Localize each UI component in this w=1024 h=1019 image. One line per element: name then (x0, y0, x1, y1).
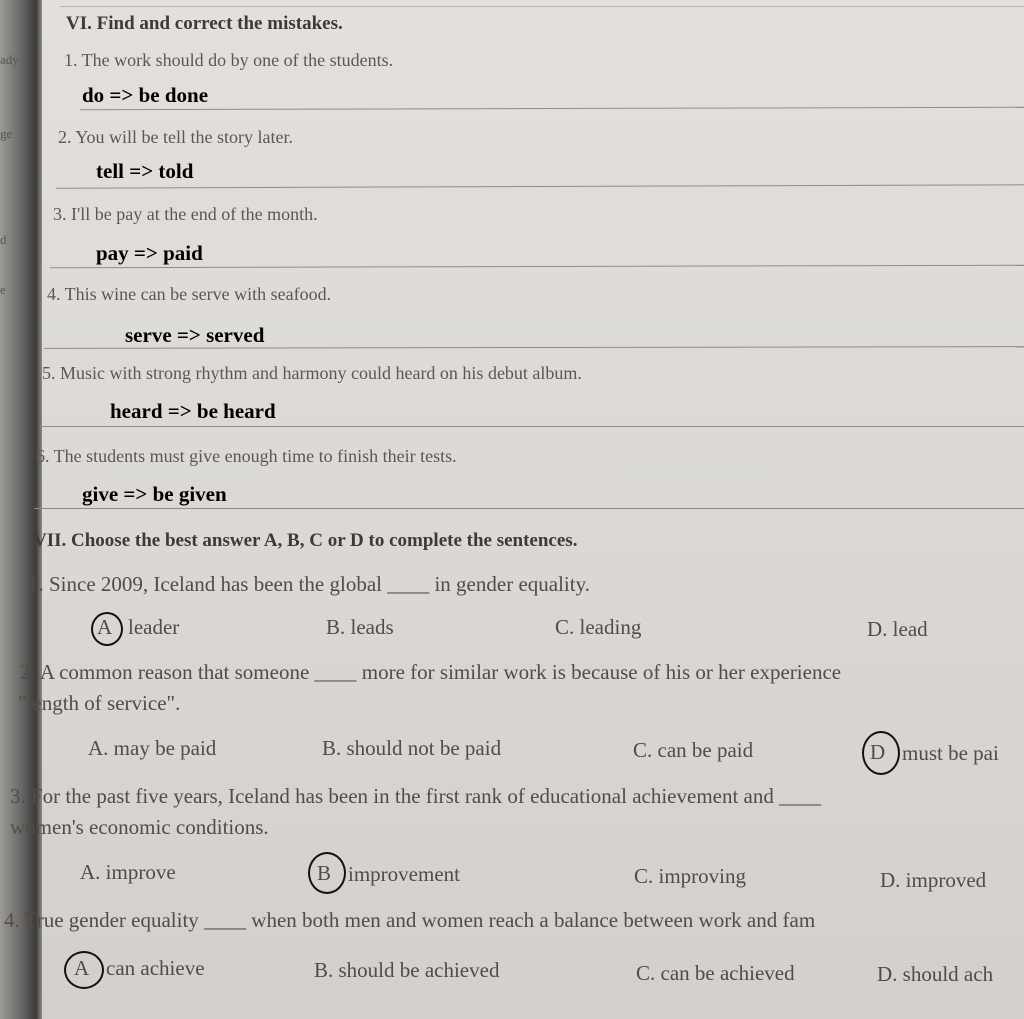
section-6-title: VI. Find and correct the mistakes. (66, 13, 343, 34)
option-b: B. should be achieved (314, 958, 500, 982)
option-b: B. should not be paid (322, 736, 502, 760)
option-letter: A (97, 615, 113, 639)
mc-question: 1. Since 2009, Iceland has been the global ____ in gender equality. (28, 572, 590, 596)
mc-question-cont: women's economic conditions. (10, 815, 269, 839)
section-6-question: 5. Music with strong rhythm and harmony could heard on his debut album. (42, 363, 582, 383)
section-6-answer: serve => served (125, 323, 265, 347)
mc-question: 3. For the past five years, Iceland has been in the first rank of educational achievement and ____ (10, 784, 822, 808)
option-a: leader (128, 615, 180, 639)
answer-line (34, 508, 1024, 509)
option-d: must be pai (902, 741, 999, 765)
option-a: can achieve (106, 956, 205, 980)
option-letter: B (317, 861, 332, 885)
option-c: C. can be achieved (636, 961, 795, 985)
section-6-question: 4. This wine can be serve with seafood. (47, 284, 332, 304)
section-6-answer: give => be given (82, 482, 227, 506)
option-d: D. lead (867, 617, 928, 641)
top-rule (60, 6, 1024, 7)
margin-fragment: ady (0, 52, 19, 67)
mc-question: 2. A common reason that someone ____ more for similar work is because of his or her experience (20, 660, 842, 684)
option-b: improvement (348, 862, 460, 886)
option-b: B. leads (326, 615, 394, 639)
option-c: C. leading (555, 615, 642, 639)
option-a: A. may be paid (88, 736, 217, 760)
option-c: C. improving (634, 864, 747, 888)
section-6-answer: do => be done (82, 83, 209, 107)
section-6-question: 3. I'll be pay at the end of the month. (53, 204, 318, 224)
section-6-question: 2. You will be tell the story later. (58, 127, 293, 147)
option-c: C. can be paid (633, 738, 754, 762)
option-d: D. improved (880, 868, 987, 892)
book-spine (0, 0, 36, 1019)
section-6-question: 6. The students must give enough time to finish their tests. (36, 446, 457, 466)
answer-line (80, 107, 1024, 110)
option-letter: D (870, 740, 886, 764)
option-a: A. improve (80, 860, 176, 884)
margin-fragment: e (0, 282, 6, 297)
margin-fragment: d (0, 232, 7, 247)
section-6-question: 1. The work should do by one of the students. (64, 50, 394, 70)
option-letter: A (74, 956, 90, 980)
spine-edge (36, 0, 42, 1019)
section-6-answer: pay => paid (96, 241, 203, 265)
mc-question-cont: "length of service". (18, 691, 181, 715)
section-7-title: VII. Choose the best answer A, B, C or D to complete the sentences. (33, 530, 578, 551)
section-6-answer: tell => told (96, 159, 194, 183)
option-d: D. should ach (877, 962, 994, 986)
mc-question: 4. True gender equality ____ when both men and women reach a balance between work and fam (4, 908, 816, 932)
margin-fragment: ge (0, 126, 13, 141)
section-6-answer: heard => be heard (110, 399, 276, 423)
answer-line (56, 184, 1024, 188)
answer-line (40, 426, 1024, 427)
